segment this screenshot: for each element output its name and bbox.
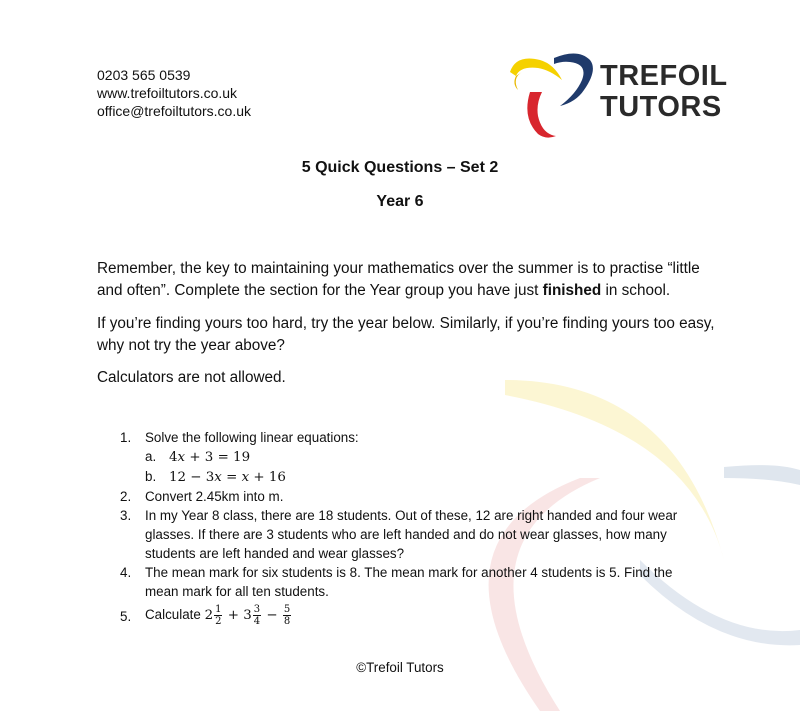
logo-text-line2: TUTORS bbox=[600, 91, 722, 123]
intro-bold-word: finished bbox=[542, 282, 602, 299]
question-number: 4. bbox=[120, 565, 132, 580]
question-item bbox=[0, 487, 685, 506]
intro-text-after: in school. bbox=[601, 282, 671, 299]
sub-question-letter: b. bbox=[145, 469, 157, 484]
fraction bbox=[283, 604, 291, 627]
logo-text-line1: TREFOIL bbox=[600, 60, 728, 92]
logo-wordmark bbox=[600, 61, 728, 123]
calculator-note: Calculators are not allowed. bbox=[97, 369, 286, 386]
question-item bbox=[0, 563, 685, 601]
operator: − bbox=[266, 608, 278, 623]
sub-question bbox=[145, 447, 685, 467]
intro-text-before: Remember, the key to maintaining your mathematics over the summer is to practise “little and often”. Complete the section for the Year group you have just bbox=[97, 260, 700, 299]
footer-copyright: ©Trefoil Tutors bbox=[356, 660, 444, 675]
question-text: The mean mark for six students is 8. The mean mark for another 4 students is 5. Find the mean mark for all ten students. bbox=[145, 565, 673, 599]
question-text: Solve the following linear equations: bbox=[145, 430, 359, 445]
intro-paragraph-1 bbox=[97, 258, 717, 302]
fraction bbox=[253, 604, 261, 627]
trefoil-swirl-icon bbox=[504, 50, 596, 140]
question-list bbox=[0, 428, 800, 627]
fraction-numerator: 5 bbox=[283, 604, 291, 615]
question-item bbox=[0, 604, 685, 627]
operator: + bbox=[227, 608, 239, 623]
contact-details bbox=[97, 66, 251, 120]
sub-question-letter: a. bbox=[145, 449, 157, 464]
question-text: Convert 2.45km into m. bbox=[145, 489, 284, 504]
question-item bbox=[0, 428, 685, 487]
question-text: In my Year 8 class, there are 18 students. Out of these, 12 are right handed and four wear glasses. If there are 3 students who are left handed and do not wear glasses, how many students are left handed and wear glasses? bbox=[145, 508, 678, 561]
question-number: 1. bbox=[120, 430, 132, 445]
contact-website[interactable]: www.trefoiltutors.co.uk bbox=[97, 85, 238, 101]
fraction-numerator: 1 bbox=[215, 604, 222, 615]
contact-email[interactable]: office@trefoiltutors.co.uk bbox=[97, 103, 252, 119]
equation: 12 − 3𝑥 = 𝑥 + 16 bbox=[169, 470, 286, 485]
page-title: 5 Quick Questions – Set 2 bbox=[301, 159, 499, 176]
question-text: Calculate bbox=[145, 607, 201, 622]
year-heading: Year 6 bbox=[376, 193, 424, 210]
mixed-number-whole: 3 bbox=[243, 608, 252, 623]
intro-paragraph-2: If you’re finding yours too hard, try the year below. Similarly, if you’re finding yours too easy, why not try the year above? bbox=[97, 315, 715, 354]
fraction bbox=[214, 604, 222, 627]
mixed-number-whole: 2 bbox=[204, 608, 214, 623]
question-item bbox=[0, 506, 685, 563]
equation: 4𝑥 + 3 = 19 bbox=[169, 450, 251, 465]
fraction-denominator: 2 bbox=[215, 616, 222, 627]
fraction-expression bbox=[204, 604, 293, 627]
fraction-numerator: 3 bbox=[253, 604, 261, 615]
fraction-denominator: 8 bbox=[283, 616, 291, 627]
sub-question bbox=[145, 467, 685, 487]
question-number: 5. bbox=[120, 609, 132, 624]
contact-phone: 0203 565 0539 bbox=[97, 67, 191, 83]
question-number: 3. bbox=[120, 508, 132, 523]
question-number: 2. bbox=[120, 489, 132, 504]
trefoil-logo bbox=[504, 50, 734, 140]
fraction-denominator: 4 bbox=[253, 616, 261, 627]
